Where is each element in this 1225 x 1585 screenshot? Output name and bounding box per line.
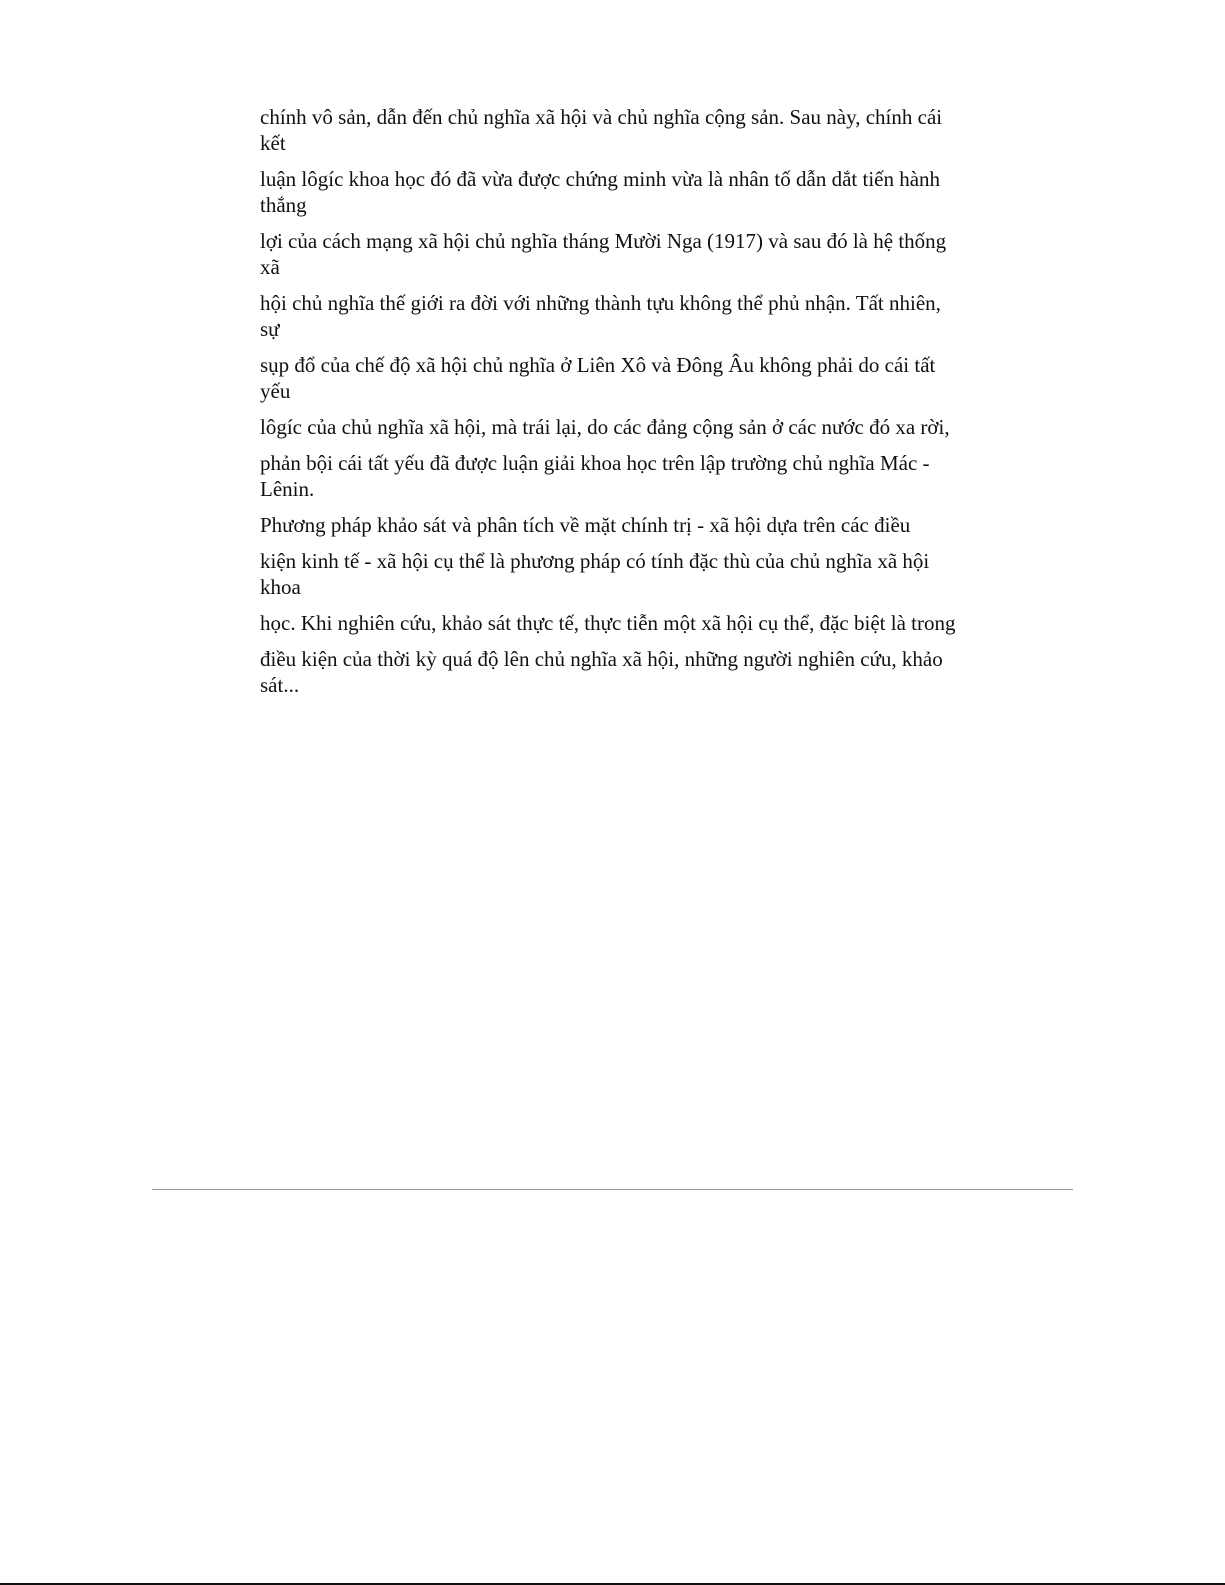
- paragraph: kiện kinh tế - xã hội cụ thể là phương pháp có tính đặc thù của chủ nghĩa xã hội khoa: [260, 549, 930, 599]
- paragraph: sụp đổ của chế độ xã hội chủ nghĩa ở Liên Xô và Đông Âu không phải do cái tất yếu: [260, 353, 936, 403]
- paragraph: lợi của cách mạng xã hội chủ nghĩa tháng Mười Nga (1917) và sau đó là hệ thống xã: [260, 229, 947, 279]
- paragraph: học. Khi nghiên cứu, khảo sát thực tế, thực tiễn một xã hội cụ thể, đặc biệt là trong: [260, 611, 956, 635]
- paragraph: lôgíc của chủ nghĩa xã hội, mà trái lại, do các đảng cộng sản ở các nước đó xa rời,: [260, 415, 950, 439]
- paragraph: điều kiện của thời kỳ quá độ lên chủ nghĩa xã hội, những người nghiên cứu, khảo sát...: [260, 647, 943, 697]
- page-divider: [152, 1189, 1073, 1190]
- paragraph: hội chủ nghĩa thế giới ra đời với những thành tựu không thể phủ nhận. Tất nhiên, sự: [260, 291, 941, 341]
- document-body: [260, 104, 960, 708]
- paragraph: luận lôgíc khoa học đó đã vừa được chứng minh vừa là nhân tố dẫn dắt tiến hành thắng: [260, 167, 941, 217]
- paragraph: chính vô sản, dẫn đến chủ nghĩa xã hội và chủ nghĩa cộng sản. Sau này, chính cái kết: [260, 105, 943, 155]
- paragraph: phản bội cái tất yếu đã được luận giải khoa học trên lập trường chủ nghĩa Mác - Lênin.: [260, 451, 930, 501]
- paragraph: Phương pháp khảo sát và phân tích về mặt chính trị - xã hội dựa trên các điều: [260, 513, 911, 537]
